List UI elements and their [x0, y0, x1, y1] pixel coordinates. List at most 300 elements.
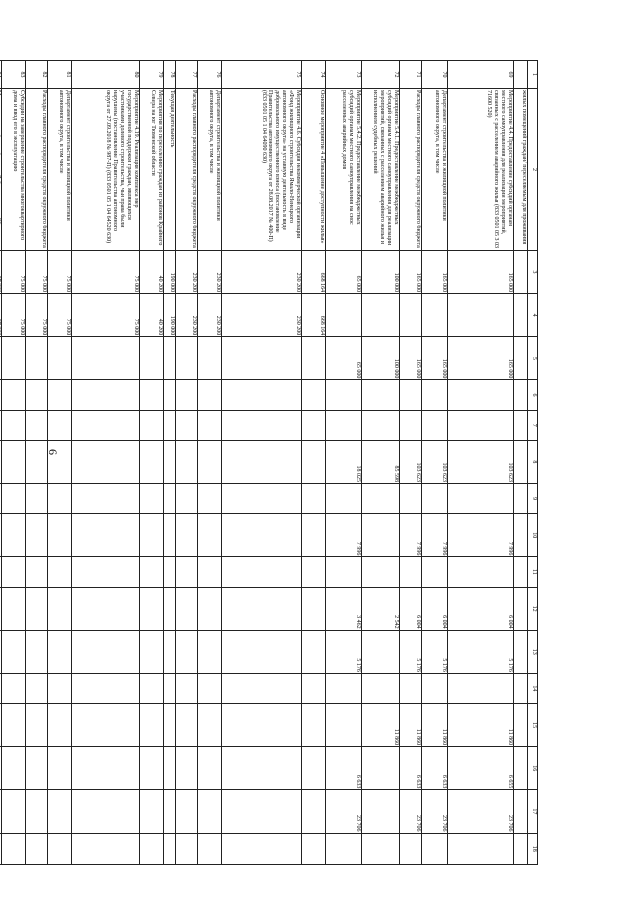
value-cell — [400, 557, 422, 587]
value-cell — [72, 630, 140, 673]
column-header: 12 — [528, 587, 538, 630]
value-cell: 6 633 — [422, 747, 448, 790]
value-cell — [362, 483, 400, 513]
value-cell — [326, 380, 362, 410]
row-description: Мероприятие 4.19. Реализация комплекса мер государственной поддержки граждан, являющихся участниками долевого строительства, чьи права были нарушены (постановление Правительства автономного округа от 27.09.2018 № 987-П) (833 0501 05 1 04 64520 630) — [72, 89, 140, 251]
value-cell — [362, 673, 400, 703]
table-row — [2, 61, 26, 865]
table-row — [198, 61, 222, 865]
value-cell: 23 706 — [400, 790, 422, 833]
value-cell — [198, 630, 222, 673]
value-cell — [164, 483, 176, 513]
row-description: Мероприятия по переселению граждан из районов Крайнего Севера на юг Тюменской области — [140, 89, 164, 251]
value-cell: 40 200 — [140, 294, 164, 337]
value-cell — [198, 833, 222, 865]
value-cell: 165 000 — [422, 337, 448, 380]
value-cell: 23 706 — [422, 790, 448, 833]
value-cell — [2, 747, 26, 790]
value-cell — [448, 483, 514, 513]
document-sheet — [12, 60, 538, 865]
value-cell — [48, 833, 72, 865]
value-cell: 165 000 — [422, 250, 448, 293]
value-cell — [176, 704, 198, 747]
value-cell — [362, 380, 400, 410]
value-cell — [164, 514, 176, 557]
table-row — [302, 61, 326, 865]
value-cell: 5 176 — [400, 630, 422, 673]
value-cell — [222, 483, 302, 513]
value-cell — [222, 673, 302, 703]
row-number: 70 — [422, 61, 448, 89]
row-number — [0, 61, 2, 89]
value-cell — [222, 440, 302, 483]
value-cell — [198, 410, 222, 440]
column-header: 16 — [528, 747, 538, 790]
value-cell: 100 000 — [362, 337, 400, 380]
table-row — [0, 61, 2, 865]
value-cell — [140, 673, 164, 703]
value-cell — [302, 380, 326, 410]
row-number: 79 — [140, 61, 164, 89]
value-cell — [176, 337, 198, 380]
value-cell: 165 000 — [400, 337, 422, 380]
value-cell — [362, 514, 400, 557]
value-cell: 85 598 — [362, 440, 400, 483]
value-cell — [72, 587, 140, 630]
value-cell — [0, 630, 2, 673]
value-cell — [48, 440, 72, 483]
value-cell — [326, 704, 362, 747]
row-description: Расходы главного распорядителя средств окружного бюджета — [400, 89, 422, 251]
table-row — [176, 61, 198, 865]
value-cell — [176, 673, 198, 703]
value-cell — [176, 514, 198, 557]
value-cell — [514, 557, 528, 587]
value-cell — [222, 337, 302, 380]
row-number: 75 — [222, 61, 302, 89]
column-header: 5 — [528, 337, 538, 380]
value-cell: 75 000 — [48, 294, 72, 337]
value-cell: 11 860 — [362, 704, 400, 747]
row-description: Мероприятие 4.6. Субсидия некоммерческой организации «Фонд жилищного строительства Ямало-Ненецкого автономного округа» на уставную деятельность в виде добровольного имущественного взноса (постановление Правительства автономного округа от 28.08.2017 № 400-П) (833 0501 05 1 04 64090 630) — [222, 89, 302, 251]
value-cell — [2, 673, 26, 703]
value-cell — [2, 514, 26, 557]
table-row — [448, 61, 514, 865]
value-cell — [422, 294, 448, 337]
value-cell — [164, 673, 176, 703]
value-cell: 2 542 — [362, 587, 400, 630]
value-cell: 7 996 — [326, 514, 362, 557]
value-cell — [140, 380, 164, 410]
row-description: Расходы главного распорядителя средств окружного бюджета — [26, 89, 48, 251]
value-cell — [422, 833, 448, 865]
value-cell — [48, 747, 72, 790]
value-cell — [198, 747, 222, 790]
value-cell — [198, 557, 222, 587]
value-cell — [302, 747, 326, 790]
value-cell: 75 000 — [48, 250, 72, 293]
value-cell — [176, 380, 198, 410]
value-cell — [48, 380, 72, 410]
value-cell — [400, 483, 422, 513]
row-description — [0, 89, 2, 251]
value-cell — [422, 483, 448, 513]
column-header: 18 — [528, 833, 538, 865]
value-cell — [0, 250, 2, 293]
value-cell — [72, 704, 140, 747]
value-cell: 6 655 — [448, 747, 514, 790]
value-cell: 103 623 — [400, 440, 422, 483]
value-cell — [448, 833, 514, 865]
value-cell — [26, 833, 48, 865]
value-cell — [326, 557, 362, 587]
value-cell — [2, 337, 26, 380]
value-cell — [72, 514, 140, 557]
value-cell — [2, 380, 26, 410]
row-description: Субсидии на завершение строительства многоквартирного дома и ввод его в эксплуатацию — [2, 89, 26, 251]
value-cell — [302, 483, 326, 513]
value-cell — [514, 630, 528, 673]
value-cell — [514, 747, 528, 790]
column-header: 6 — [528, 380, 538, 410]
value-cell — [2, 587, 26, 630]
value-cell — [48, 630, 72, 673]
value-cell — [362, 790, 400, 833]
value-cell — [26, 440, 48, 483]
table-row — [164, 61, 176, 865]
value-cell — [198, 704, 222, 747]
row-number: 83 — [2, 61, 26, 89]
value-cell — [140, 440, 164, 483]
value-cell — [26, 410, 48, 440]
value-cell — [302, 587, 326, 630]
value-cell — [222, 747, 302, 790]
column-header: 9 — [528, 483, 538, 513]
value-cell — [2, 833, 26, 865]
value-cell — [222, 514, 302, 557]
rotated-table-container — [12, 60, 538, 865]
value-cell: 668 164 — [302, 294, 326, 337]
value-cell — [198, 380, 222, 410]
value-cell — [362, 833, 400, 865]
value-cell: 11 860 — [422, 704, 448, 747]
row-number: 78 — [164, 61, 176, 89]
value-cell — [302, 440, 326, 483]
value-cell: 11 860 — [448, 704, 514, 747]
value-cell: 23 706 — [448, 790, 514, 833]
value-cell — [422, 380, 448, 410]
value-cell — [26, 587, 48, 630]
value-cell — [362, 630, 400, 673]
table-row — [362, 61, 400, 865]
value-cell: 3 462 — [326, 587, 362, 630]
value-cell — [140, 704, 164, 747]
value-cell — [140, 790, 164, 833]
value-cell — [176, 483, 198, 513]
value-cell — [26, 514, 48, 557]
value-cell — [0, 337, 2, 380]
value-cell — [0, 380, 2, 410]
value-cell — [400, 673, 422, 703]
value-cell — [48, 587, 72, 630]
column-header: 10 — [528, 514, 538, 557]
value-cell — [140, 410, 164, 440]
value-cell — [400, 833, 422, 865]
value-cell: 6 633 — [400, 747, 422, 790]
value-cell — [422, 673, 448, 703]
value-cell: 75 000 — [26, 294, 48, 337]
column-header: 7 — [528, 410, 538, 440]
value-cell — [72, 557, 140, 587]
value-cell — [422, 410, 448, 440]
value-cell — [26, 557, 48, 587]
value-cell — [302, 673, 326, 703]
table-row — [514, 61, 528, 865]
value-cell — [140, 557, 164, 587]
value-cell — [164, 704, 176, 747]
value-cell — [0, 833, 2, 865]
value-cell — [164, 440, 176, 483]
value-cell: 230 200 — [176, 294, 198, 337]
value-cell — [302, 630, 326, 673]
value-cell — [2, 440, 26, 483]
value-cell — [514, 440, 528, 483]
value-cell — [222, 410, 302, 440]
value-cell — [326, 294, 362, 337]
row-number — [514, 61, 528, 89]
table-row — [326, 61, 362, 865]
value-cell: 65 000 — [326, 250, 362, 293]
table-row — [400, 61, 422, 865]
value-cell — [176, 440, 198, 483]
value-cell — [222, 587, 302, 630]
value-cell — [514, 380, 528, 410]
value-cell — [514, 673, 528, 703]
value-cell — [2, 557, 26, 587]
value-cell — [302, 514, 326, 557]
value-cell — [48, 514, 72, 557]
value-cell — [362, 747, 400, 790]
value-cell — [0, 747, 2, 790]
row-description: Основное мероприятие 4 «Повышение доступности жилья» — [302, 89, 326, 251]
value-cell — [302, 337, 326, 380]
value-cell — [176, 790, 198, 833]
value-cell — [514, 514, 528, 557]
column-header: 11 — [528, 557, 538, 587]
value-cell: 6 004 — [422, 587, 448, 630]
column-header: 4 — [528, 294, 538, 337]
value-cell — [0, 587, 2, 630]
value-cell — [326, 410, 362, 440]
value-cell — [0, 673, 2, 703]
value-cell — [302, 410, 326, 440]
value-cell: 165 000 — [448, 250, 514, 293]
value-cell: 230 200 — [198, 294, 222, 337]
row-number: 73 — [326, 61, 362, 89]
value-cell: 190 000 — [164, 294, 176, 337]
value-cell: 75 000 — [72, 294, 140, 337]
value-cell — [48, 483, 72, 513]
value-cell — [140, 514, 164, 557]
value-cell — [222, 704, 302, 747]
value-cell — [72, 380, 140, 410]
value-cell: 230 200 — [176, 250, 198, 293]
table-row — [422, 61, 448, 865]
value-cell — [72, 790, 140, 833]
value-cell: 230 200 — [198, 250, 222, 293]
value-cell — [176, 833, 198, 865]
value-cell — [400, 410, 422, 440]
value-cell — [48, 673, 72, 703]
column-header: 3 — [528, 250, 538, 293]
value-cell: 103 623 — [448, 440, 514, 483]
value-cell — [514, 337, 528, 380]
value-cell — [514, 483, 528, 513]
row-description: Департамент строительства и жилищной политики автономного округа, в том числе — [198, 89, 222, 251]
value-cell — [72, 483, 140, 513]
value-cell — [164, 410, 176, 440]
value-cell — [448, 380, 514, 410]
value-cell — [176, 587, 198, 630]
value-cell — [514, 250, 528, 293]
value-cell: 5 176 — [326, 630, 362, 673]
value-cell — [0, 294, 2, 337]
value-cell — [164, 380, 176, 410]
value-cell — [448, 294, 514, 337]
value-cell: 165 000 — [448, 337, 514, 380]
column-header: 15 — [528, 704, 538, 747]
value-cell: 190 000 — [164, 250, 176, 293]
value-cell — [198, 440, 222, 483]
budget-table — [0, 60, 538, 865]
value-cell: 230 200 — [222, 294, 302, 337]
column-header: 14 — [528, 673, 538, 703]
value-cell: 5 176 — [422, 630, 448, 673]
table-row — [26, 61, 48, 865]
value-cell — [514, 294, 528, 337]
header-row — [528, 61, 538, 865]
value-cell — [164, 337, 176, 380]
value-cell — [448, 673, 514, 703]
value-cell: 668 164 — [302, 250, 326, 293]
value-cell: 6 004 — [400, 587, 422, 630]
row-description: Мероприятие 5.4.1. Предоставление межбюджетных субсидий органам местного самоуправления для реализации мероприятий, связанных с расселением аварийного жилья и исполнением судебных решений — [362, 89, 400, 251]
row-number: 69 — [448, 61, 514, 89]
value-cell — [26, 630, 48, 673]
value-cell — [422, 557, 448, 587]
value-cell: 7 996 — [422, 514, 448, 557]
value-cell — [326, 673, 362, 703]
value-cell — [222, 790, 302, 833]
row-number: 81 — [48, 61, 72, 89]
value-cell — [72, 673, 140, 703]
column-header: 17 — [528, 790, 538, 833]
row-number: 77 — [176, 61, 198, 89]
value-cell — [2, 704, 26, 747]
value-cell: 5 176 — [448, 630, 514, 673]
value-cell — [176, 630, 198, 673]
row-description: жилых помещений граждан/ переселяемым для проживания — [514, 89, 528, 251]
row-number: 72 — [362, 61, 400, 89]
value-cell — [140, 587, 164, 630]
table-row — [222, 61, 302, 865]
value-cell — [26, 380, 48, 410]
value-cell — [198, 514, 222, 557]
value-cell — [72, 410, 140, 440]
table-row — [140, 61, 164, 865]
value-cell — [302, 790, 326, 833]
value-cell: 75 000 — [2, 294, 26, 337]
value-cell — [140, 483, 164, 513]
value-cell: 23 706 — [326, 790, 362, 833]
row-description: Департамент строительства и жилищной политики автономного округа, в том числе — [422, 89, 448, 251]
column-header: 2 — [528, 89, 538, 251]
value-cell — [448, 410, 514, 440]
value-cell — [362, 410, 400, 440]
value-cell — [176, 747, 198, 790]
value-cell — [164, 557, 176, 587]
value-cell: 75 000 — [2, 250, 26, 293]
value-cell — [2, 790, 26, 833]
value-cell — [140, 630, 164, 673]
value-cell — [164, 587, 176, 630]
column-header: 8 — [528, 440, 538, 483]
value-cell — [0, 514, 2, 557]
value-cell — [448, 557, 514, 587]
value-cell — [164, 630, 176, 673]
row-description: Департамент строительства и жилищной политики автономного округа, в том числе — [48, 89, 72, 251]
value-cell — [140, 337, 164, 380]
value-cell: 75 000 — [26, 250, 48, 293]
value-cell — [302, 557, 326, 587]
value-cell — [48, 557, 72, 587]
row-description: Текущая деятельность — [164, 89, 176, 251]
value-cell — [514, 833, 528, 865]
value-cell — [222, 833, 302, 865]
column-header: 13 — [528, 630, 538, 673]
value-cell — [400, 294, 422, 337]
value-cell: 11 860 — [400, 704, 422, 747]
column-header: 1 — [528, 61, 538, 89]
value-cell: 18 025 — [326, 440, 362, 483]
value-cell — [164, 833, 176, 865]
value-cell — [0, 557, 2, 587]
value-cell — [198, 587, 222, 630]
value-cell — [72, 833, 140, 865]
value-cell — [164, 747, 176, 790]
value-cell — [48, 704, 72, 747]
value-cell — [362, 557, 400, 587]
value-cell — [26, 747, 48, 790]
value-cell — [302, 833, 326, 865]
row-number: 82 — [26, 61, 48, 89]
value-cell — [48, 790, 72, 833]
value-cell — [198, 483, 222, 513]
value-cell — [326, 833, 362, 865]
value-cell — [26, 790, 48, 833]
table-body — [0, 61, 528, 865]
page-number: 6 — [46, 449, 60, 455]
value-cell — [176, 410, 198, 440]
value-cell — [198, 790, 222, 833]
value-cell — [0, 440, 2, 483]
value-cell — [26, 483, 48, 513]
value-cell: 65 000 — [326, 337, 362, 380]
value-cell — [48, 410, 72, 440]
value-cell — [222, 557, 302, 587]
row-number: 71 — [400, 61, 422, 89]
value-cell: 165 000 — [400, 250, 422, 293]
